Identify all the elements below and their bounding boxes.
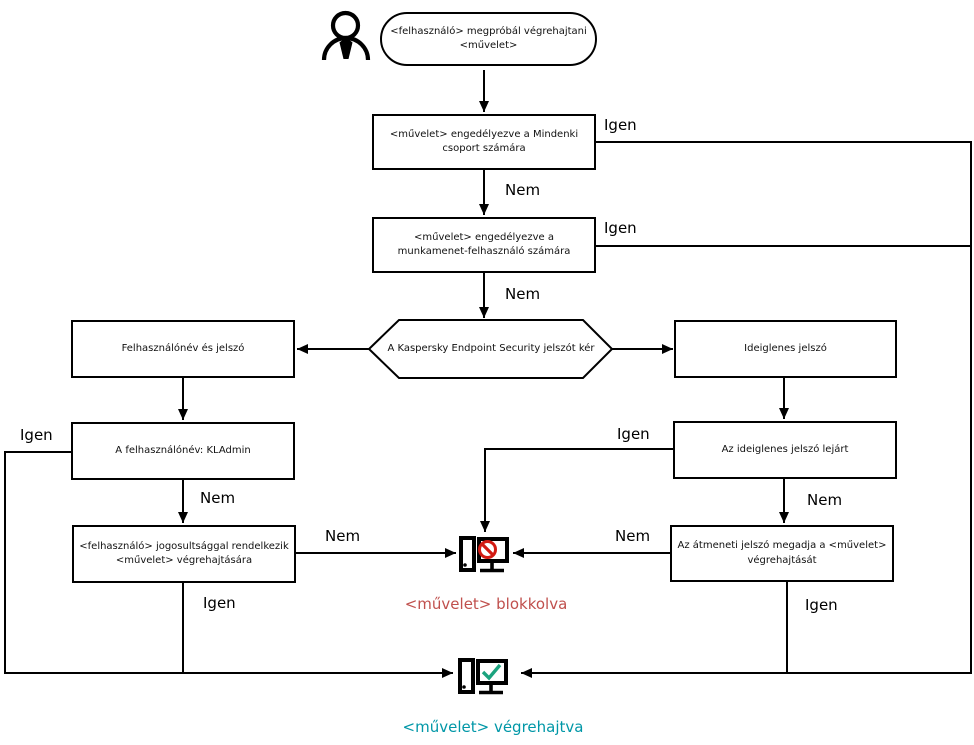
label-nem-grants: Nem: [615, 527, 651, 545]
node-password-prompt: A Kaspersky Endpoint Security jelszót kér: [387, 342, 595, 354]
prohibition-icon: [480, 542, 496, 558]
node-username-password: Felhasználónév és jelszó: [71, 320, 295, 378]
pc-tower: [461, 538, 474, 570]
pc-tower-dot: [462, 685, 466, 689]
node-allowed-session-user: <művelet> engedélyezve a munkamenet-felhasználó számára: [372, 217, 596, 273]
user-head: [333, 13, 358, 38]
label-igen-kladmin: Igen: [20, 426, 53, 444]
label-igen-expired: Igen: [617, 425, 650, 443]
blocked-status-label: <művelet> blokkolva: [404, 595, 568, 613]
blocked-computer-icon: [461, 538, 507, 571]
node-temp-password-grants: Az átmeneti jelszó megadja a <művelet> végrehajtását: [670, 525, 894, 582]
user-icon: [324, 13, 368, 60]
label-igen-session: Igen: [604, 219, 637, 237]
label-nem-session: Nem: [505, 285, 541, 303]
label-nem-kladmin: Nem: [200, 489, 236, 507]
node-user-has-permission: <felhasználó> jogosultsággal rendelkezik <művelet> végrehajtására: [72, 525, 296, 583]
label-nem-everyone: Nem: [505, 181, 541, 199]
node-start: <felhasználó> megpróbál végrehajtani <művelet>: [380, 12, 597, 66]
executed-status-label: <művelet> végrehajtva: [402, 718, 584, 736]
label-igen-everyone: Igen: [604, 116, 637, 134]
node-temporary-password: Ideiglenes jelszó: [674, 320, 897, 378]
node-kladmin: A felhasználónév: KLAdmin: [71, 422, 295, 480]
executed-computer-icon: [460, 660, 506, 693]
label-igen-permission: Igen: [203, 594, 236, 612]
label-nem-permission: Nem: [325, 527, 361, 545]
label-igen-grants: Igen: [805, 596, 838, 614]
pc-tower-dot: [463, 563, 467, 567]
edge-expired-igen-to-blocked: [485, 449, 673, 532]
node-allowed-everyone: <művelet> engedélyezve a Mindenki csoport számára: [372, 114, 596, 170]
pc-tower: [460, 660, 473, 692]
label-nem-expired: Nem: [807, 491, 843, 509]
node-temp-password-expired: Az ideiglenes jelszó lejárt: [673, 421, 897, 479]
